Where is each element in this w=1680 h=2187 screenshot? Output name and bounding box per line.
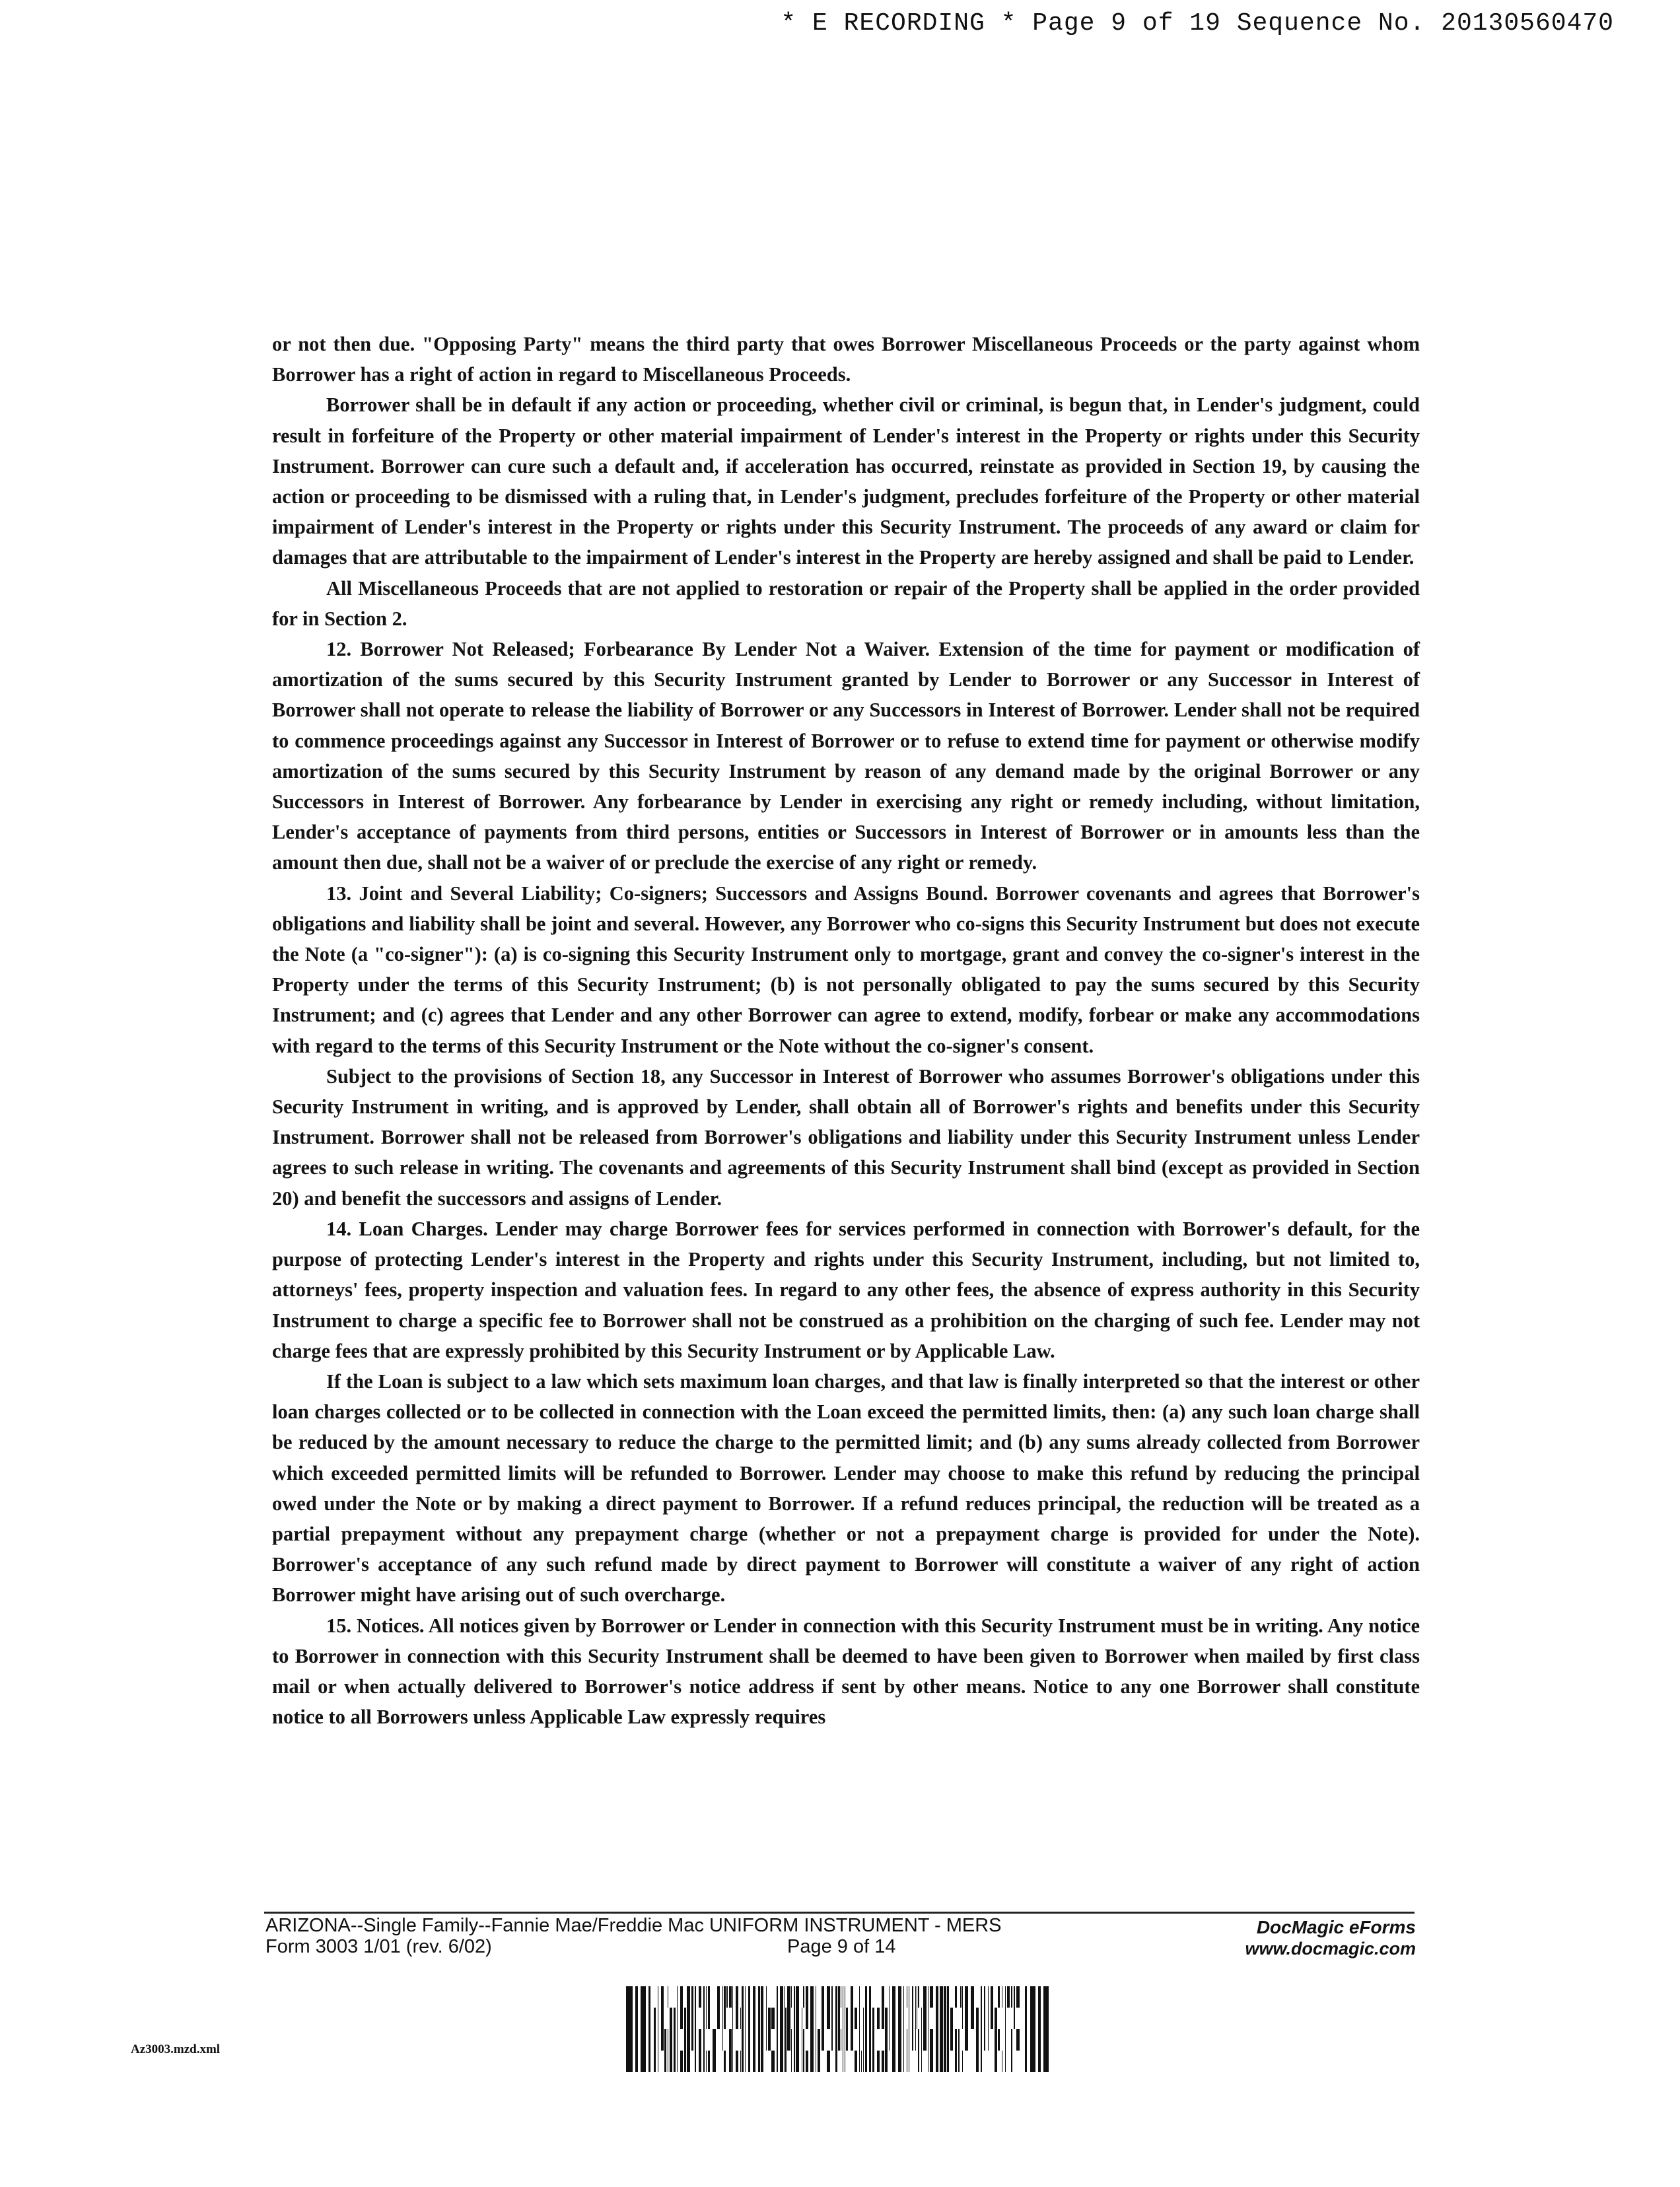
footer-page-number: Page 9 of 14: [787, 1936, 896, 1957]
paragraph-text: If the Loan is subject to a law which sets maximum loan charges, and that law is finally interpreted so that the interest or other loan charges collected or to be collected in connection with the Loan exceed the permitted limits, then: (a) any such loan charge shall be reduced by the amount necessary to reduce the charge to the permitted limit; and (b) any sums already collected from Borrower which exceeded permitted limits will be refunded to Borrower. Lender may choose to make this refund by reducing the principal owed under the Note or by making a direct payment to Borrower. If a refund reduces principal, the reduction will be treated as a partial prepayment without any prepayment charge (whether or not a prepayment charge is provided for under the Note). Borrower's acceptance of any such refund made by direct payment to Borrower will constitute a waiver of any right of action Borrower might have arising out of such overcharge.: [272, 1370, 1420, 1607]
file-tag: Az3003.mzd.xml: [131, 2042, 221, 2056]
recording-header: * E RECORDING * Page 9 of 19 Sequence No. 20130560470: [781, 9, 1614, 38]
paragraph: [272, 1611, 1420, 1733]
section-heading: 15. Notices.: [326, 1614, 425, 1637]
barcode-icon: [626, 1986, 1049, 2072]
footer-divider: [264, 1912, 1415, 1914]
paragraph-text: Borrower shall be in default if any action or proceeding, whether civil or criminal, is begun that, in Lender's judgment, could result in forfeiture of the Property or other material impairment of Lender's interest in the Property or rights under this Security Instrument. Borrower can cure such a default and, if acceleration has occurred, reinstate as provided in Section 19, by causing the action or proceeding to be dismissed with a ruling that, in Lender's judgment, precludes forfeiture of the Property or other material impairment of Lender's interest in the Property or rights under this Security Instrument. The proceeds of any award or claim for damages that are attributable to the impairment of Lender's interest in the Property are hereby assigned and shall be paid to Lender.: [272, 394, 1420, 569]
paragraph: [272, 573, 1420, 634]
footer-form-info: [265, 1915, 1124, 1957]
paragraph: [272, 329, 1420, 390]
paragraph: [272, 1366, 1420, 1611]
paragraph-text: or not then due. "Opposing Party" means the third party that owes Borrower Miscellaneous Proceeds or the party against whom Borrower has a right of action in regard to Miscellaneous Proceeds.: [272, 333, 1420, 386]
footer-brand: [1245, 1917, 1416, 1959]
docmagic-website: www.docmagic.com: [1245, 1939, 1416, 1959]
paragraph-text: All Miscellaneous Proceeds that are not applied to restoration or repair of the Property shall be applied in the order provided for in Section 2.: [272, 576, 1420, 630]
paragraph: [272, 390, 1420, 573]
footer-form-number: Form 3003 1/01 (rev. 6/02): [265, 1936, 492, 1957]
paragraph-text: All notices given by Borrower or Lender in connection with this Security Instrument must be in writing. Any notice to Borrower in connection with this Security Instrument shall be deemed to have been given to Borrower when mailed by first class mail or when actually delivered to Borrower's notice address if sent by other means. Notice to any one Borrower shall constitute notice to all Borrowers unless Applicable Law expressly requires: [272, 1614, 1420, 1729]
paragraph: [272, 1061, 1420, 1214]
paragraph-text: Extension of the time for payment or modification of amortization of the sums secured by this Security Instrument granted by Lender to Borrower or any Successor in Interest of Borrower shall not operate to release the liability of Borrower or any Successors in Interest of Borrower. Lender shall not be required to commence proceedings against any Successor in Interest of Borrower or to refuse to extend time for payment or otherwise modify amortization of the sums secured by this Security Instrument by reason of any demand made by the original Borrower or any Successors in Interest of Borrower. Any forbearance by Lender in exercising any right or remedy including, without limitation, Lender's acceptance of payments from third persons, entities or Successors in Interest of Borrower or in amounts less than the amount then due, shall not be a waiver of or preclude the exercise of any right or remedy.: [272, 638, 1420, 874]
docmagic-logo: DocMagic eForms: [1256, 1917, 1416, 1937]
document-body: [272, 329, 1420, 1732]
paragraph: [272, 634, 1420, 878]
paragraph-text: Borrower covenants and agrees that Borrower's obligations and liability shall be joint and several. However, any Borrower who co-signs this Security Instrument but does not execute the Note (a "co-signer"): (a) is co-signing this Security Instrument only to mortgage, grant and convey the co-signer's interest in the Property under the terms of this Security Instrument; (b) is not personally obligated to pay the sums secured by this Security Instrument; and (c) agrees that Lender and any other Borrower can agree to extend, modify, forbear or make any accommodations with regard to the terms of this Security Instrument or the Note without the co-signer's consent.: [272, 882, 1420, 1057]
footer-instrument-line: ARIZONA--Single Family--Fannie Mae/Freddie Mac UNIFORM INSTRUMENT - MERS: [265, 1915, 1002, 1936]
paragraph-text: Subject to the provisions of Section 18, any Successor in Interest of Borrower who assumes Borrower's obligations under this Security Instrument in writing, and is approved by Lender, shall obtain all of Borrower's rights and benefits under this Security Instrument. Borrower shall not be released from Borrower's obligations and liability under this Security Instrument unless Lender agrees to such release in writing. The covenants and agreements of this Security Instrument shall bind (except as provided in Section 20) and benefit the successors and assigns of Lender.: [272, 1064, 1420, 1210]
section-heading: 12. Borrower Not Released; Forbearance By Lender Not a Waiver.: [326, 638, 930, 661]
section-heading: 14. Loan Charges.: [326, 1217, 488, 1240]
paragraph-text: Lender may charge Borrower fees for services performed in connection with Borrower's default, for the purpose of protecting Lender's interest in the Property and rights under this Security Instrument, including, but not limited to, attorneys' fees, property inspection and valuation fees. In regard to any other fees, the absence of express authority in this Security Instrument to charge a specific fee to Borrower shall not be construed as a prohibition on the charging of such fee. Lender may not charge fees that are expressly prohibited by this Security Instrument or by Applicable Law.: [272, 1217, 1420, 1362]
paragraph: [272, 878, 1420, 1061]
section-heading: 13. Joint and Several Liability; Co-signers; Successors and Assigns Bound.: [326, 882, 989, 905]
paragraph: [272, 1214, 1420, 1366]
